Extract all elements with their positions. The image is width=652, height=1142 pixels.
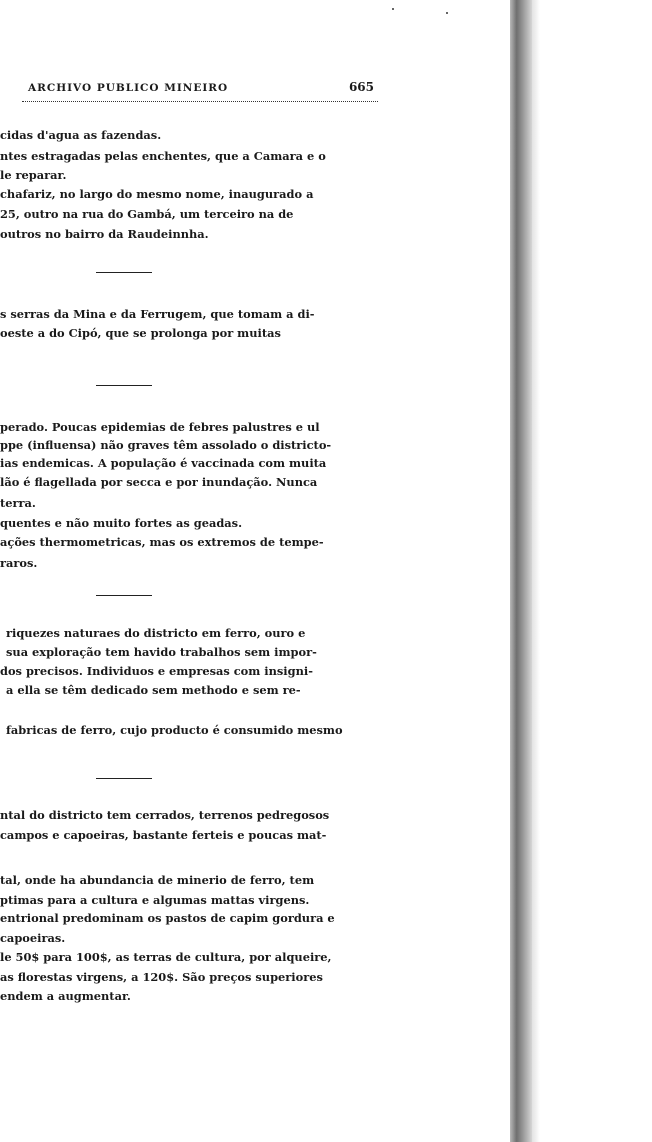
text-line: sua exploração tem havido trabalhos sem impor- [6, 645, 317, 659]
section-divider [96, 385, 152, 386]
text-line: capoeiras. [0, 931, 66, 945]
text-line: cidas d'agua as fazendas. [0, 128, 162, 142]
book-binding-edge [510, 0, 532, 1142]
text-line: 25, outro na rua do Gambá, um terceiro na de [0, 207, 294, 221]
text-line: raros. [0, 556, 38, 570]
text-line: quentes e não muito fortes as geadas. [0, 516, 243, 530]
section-divider [96, 595, 152, 596]
text-line: le reparar. [0, 168, 67, 182]
text-line: s serras da Mina e da Ferrugem, que tomam a di- [0, 307, 315, 321]
running-title: ARCHIVO PUBLICO MINEIRO [28, 82, 229, 94]
text-line: riquezes naturaes do districto em ferro, ouro e [6, 626, 306, 640]
page-number: 665 [348, 80, 374, 94]
header-rule [22, 101, 378, 102]
text-line: chafariz, no largo do mesmo nome, inaugurado a [0, 187, 314, 201]
text-line: perado. Poucas epidemias de febres palustres e ul [0, 420, 320, 434]
text-line: ptimas para a cultura e algumas mattas virgens. [0, 893, 310, 907]
scan-speck [446, 12, 448, 14]
page-header [22, 80, 378, 104]
scan-speck [392, 8, 394, 10]
text-line: as florestas virgens, a 120$. São preços superiores [0, 970, 323, 984]
text-line: fabricas de ferro, cujo producto é consumido mesmo [6, 723, 343, 737]
text-line: oeste a do Cipó, que se prolonga por muitas [0, 326, 281, 340]
section-divider [96, 778, 152, 779]
text-line: ias endemicas. A população é vaccinada com muita [0, 456, 327, 470]
text-line: outros no bairro da Raudeinnha. [0, 227, 209, 241]
text-line: campos e capoeiras, bastante ferteis e poucas mat- [0, 828, 327, 842]
text-line: ntes estragadas pelas enchentes, que a Camara e o [0, 149, 326, 163]
text-line: endem a augmentar. [0, 989, 131, 1003]
text-line: le 50$ para 100$, as terras de cultura, por alqueire, [0, 950, 332, 964]
binding-shadow [532, 0, 540, 1142]
text-line: ações thermometricas, mas os extremos de tempe- [0, 535, 324, 549]
text-line: dos precisos. Individuos e empresas com insigni- [0, 664, 313, 678]
text-line: tal, onde ha abundancia de minerio de ferro, tem [0, 873, 315, 887]
text-line: a ella se têm dedicado sem methodo e sem re- [6, 683, 301, 697]
text-line: lão é flagellada por secca e por inundação. Nunca [0, 475, 318, 489]
section-divider [96, 272, 152, 273]
text-line: terra. [0, 496, 36, 510]
text-line: ppe (influensa) não graves têm assolado o districto- [0, 438, 332, 452]
text-line: ntal do districto tem cerrados, terrenos pedregosos [0, 808, 330, 822]
text-line: entrional predominam os pastos de capim gordura e [0, 911, 335, 925]
